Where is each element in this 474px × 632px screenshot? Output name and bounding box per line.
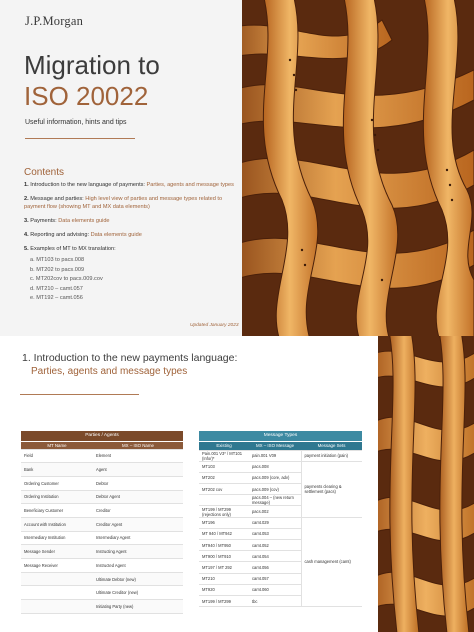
toc-item[interactable]: 3. Payments: Data elements guide xyxy=(24,218,110,225)
table-row: MT202 pacs.009 (core, adv) xyxy=(199,472,362,483)
toc-examples-list xyxy=(30,256,103,304)
table-row: MT 940 / MT942 camt.053 xyxy=(199,528,362,539)
table-row: Account with Institution Creditor Agent xyxy=(21,517,183,531)
brand-logo: J.P.Morgan xyxy=(25,14,84,28)
column-header: MT Name xyxy=(21,441,93,449)
table-row: MT199 / MT299 tbc xyxy=(199,595,362,606)
table-row: Ultimate Debtor (new) xyxy=(21,572,183,586)
document-title-accent: ISO 20022 xyxy=(24,81,149,111)
toc-subitem[interactable]: e. MT192 – camt.056 xyxy=(30,295,83,302)
message-set-cell: cash management (camt) xyxy=(301,517,362,607)
document-title: Migration to xyxy=(24,50,160,80)
wood-slat-graphic xyxy=(378,336,474,632)
toc-subitem[interactable]: d. MT210 – camt.057 xyxy=(30,285,83,292)
wood-slat-photo xyxy=(242,0,474,336)
cover-left-panel xyxy=(0,0,242,336)
document-subtitle: Useful information, hints and tips xyxy=(25,119,127,126)
column-header: MX – ISO Name xyxy=(93,441,183,449)
table-row: Message Sender Instructing Agent xyxy=(21,545,183,559)
table-row: Initiating Party (new) xyxy=(21,600,183,614)
table-row: MT103 pacs.008 payments clearing & settlement (pacs) xyxy=(199,461,362,472)
table-row: MT940 / MT950 camt.052 xyxy=(199,540,362,551)
wood-slat-photo xyxy=(378,336,474,632)
table-row: MT197 / MT 292 camt.056 xyxy=(199,562,362,573)
column-header: Existing xyxy=(199,441,249,450)
table-row: Beneficiary Customer Creditor xyxy=(21,504,183,518)
table-row: Ultimate Creditor (new) xyxy=(21,586,183,600)
parties-agents-table xyxy=(21,431,183,614)
table-row: Bank Agent xyxy=(21,463,183,477)
table-row: Ordering Institution Debtor Agent xyxy=(21,490,183,504)
table-row: Ordering Customer Debtor xyxy=(21,476,183,490)
toc-item[interactable]: 1. Introduction to the new language of payments: Parties, agents and message types xyxy=(24,182,234,188)
column-header: MX – ISO Message xyxy=(249,441,301,450)
table-row: MT196 camt.029 cash management (camt) xyxy=(199,517,362,528)
toc-subitem[interactable]: c. MT202cov to pacs.009.cov xyxy=(30,276,103,283)
toc-item[interactable]: 4. Reporting and advising: Data elements guide xyxy=(24,231,142,238)
column-header: Message Sets xyxy=(301,441,362,450)
section-subheading: Parties, agents and message types xyxy=(31,366,188,377)
table-row: MT210 camt.057 xyxy=(199,573,362,584)
toc-subitem[interactable]: b. MT202 to pacs.009 xyxy=(30,266,85,273)
message-set-cell: payments clearing & settlement (pacs) xyxy=(301,461,362,517)
contents-heading: Contents xyxy=(24,167,65,178)
table-row: MT199 / MT299 (rejections only) pacs.002 xyxy=(199,506,362,517)
table-of-contents xyxy=(24,181,234,256)
message-types-table xyxy=(199,431,362,607)
section-heading: 1. Introduction to the new payments language: xyxy=(22,352,238,364)
table-row: Intermediary Institution Intermediary Agent xyxy=(21,531,183,545)
table-row: Pain.001 V3* / MT101 (Infor)* pain.001 V09 payment initiation (pain) xyxy=(199,450,362,461)
table-row: MT920 camt.060 xyxy=(199,584,362,595)
toc-subitem[interactable]: a. MT103 to pacs.008 xyxy=(30,257,85,263)
toc-item[interactable]: 5. Examples of MT to MX translation: xyxy=(24,245,116,252)
wood-slat-graphic xyxy=(242,0,474,336)
table-caption: Parties / Agents xyxy=(21,431,183,441)
table-row: pacs.004 – (new return message) xyxy=(199,495,362,506)
table-caption: Message Types xyxy=(199,431,362,441)
message-set-cell: payment initiation (pain) xyxy=(301,450,362,461)
intro-page xyxy=(0,336,378,632)
divider xyxy=(20,394,139,395)
table-row: MT900 / MT910 camt.054 xyxy=(199,551,362,562)
updated-date: Updated January 2023 xyxy=(190,323,239,328)
table-row: Field Element xyxy=(21,449,183,463)
table-row: Message Receiver Instructed Agent xyxy=(21,559,183,573)
divider xyxy=(25,138,135,139)
toc-item[interactable]: 2. Message and parties: High level view of parties and message types related to payment flow (showing MT and MX data elements) xyxy=(24,195,223,211)
table-row: MT202 cov pacs.009 (cov) xyxy=(199,484,362,495)
